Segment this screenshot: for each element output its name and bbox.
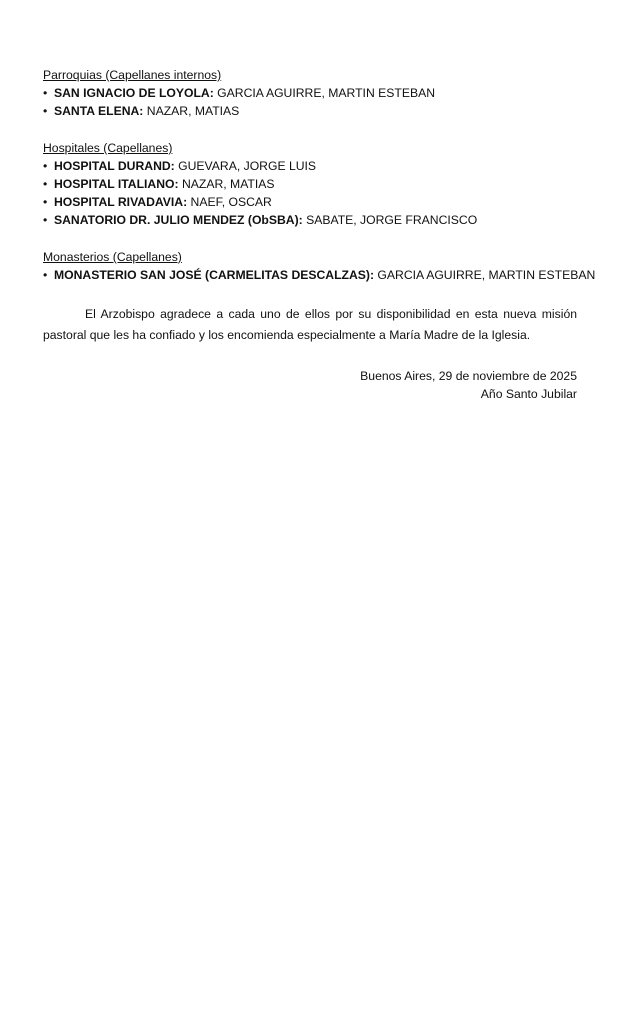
section-title: Hospitales (Capellanes) bbox=[43, 141, 173, 155]
list-item bbox=[43, 102, 577, 120]
section-title: Monasterios (Capellanes) bbox=[43, 250, 182, 264]
place-name: MONASTERIO SAN JOSÉ (CARMELITAS DESCALZAS): bbox=[54, 268, 375, 282]
section-monasterios bbox=[43, 248, 596, 284]
bullet-icon: • bbox=[43, 195, 48, 209]
appointment-list bbox=[43, 266, 596, 284]
bullet-icon: • bbox=[43, 159, 48, 173]
list-item bbox=[43, 175, 577, 193]
signature-block bbox=[43, 367, 577, 403]
bullet-icon: • bbox=[43, 213, 48, 227]
appointment-list bbox=[43, 84, 577, 120]
list-item bbox=[43, 211, 577, 229]
place-name: HOSPITAL RIVADAVIA: bbox=[54, 195, 188, 209]
appointment-list bbox=[43, 157, 577, 229]
person-name: NAEF, OSCAR bbox=[187, 195, 272, 209]
bullet-icon: • bbox=[43, 177, 48, 191]
person-name: GUEVARA, JORGE LUIS bbox=[174, 159, 317, 173]
section-parroquias bbox=[43, 66, 577, 120]
place-name: SANATORIO DR. JULIO MENDEZ (ObSBA): bbox=[54, 213, 303, 227]
section-title: Parroquias (Capellanes internos) bbox=[43, 68, 222, 82]
person-name: NAZAR, MATIAS bbox=[143, 104, 240, 118]
person-name: GARCIA AGUIRRE, MARTIN ESTEBAN bbox=[374, 268, 596, 282]
list-item bbox=[43, 266, 596, 284]
person-name: NAZAR, MATIAS bbox=[178, 177, 275, 191]
bullet-icon: • bbox=[43, 268, 48, 282]
list-item bbox=[43, 193, 577, 211]
year-name: Año Santo Jubilar bbox=[480, 387, 577, 401]
place-name: SAN IGNACIO DE LOYOLA: bbox=[54, 86, 214, 100]
list-item bbox=[43, 157, 577, 175]
person-name: SABATE, JORGE FRANCISCO bbox=[302, 213, 478, 227]
person-name: GARCIA AGUIRRE, MARTIN ESTEBAN bbox=[213, 86, 436, 100]
place-date: Buenos Aires, 29 de noviembre de 2025 bbox=[360, 369, 577, 383]
closing-paragraph: El Arzobispo agradece a cada uno de ellos por su disponibilidad en esta nueva misión pastoral que les ha confiado y los encomienda especialmente a María Madre de la Iglesia. bbox=[43, 307, 577, 342]
place-name: SANTA ELENA: bbox=[54, 104, 144, 118]
bullet-icon: • bbox=[43, 86, 48, 100]
place-name: HOSPITAL ITALIANO: bbox=[54, 177, 179, 191]
bullet-icon: • bbox=[43, 104, 48, 118]
place-name: HOSPITAL DURAND: bbox=[54, 159, 175, 173]
section-hospitales bbox=[43, 139, 577, 229]
list-item bbox=[43, 84, 577, 102]
